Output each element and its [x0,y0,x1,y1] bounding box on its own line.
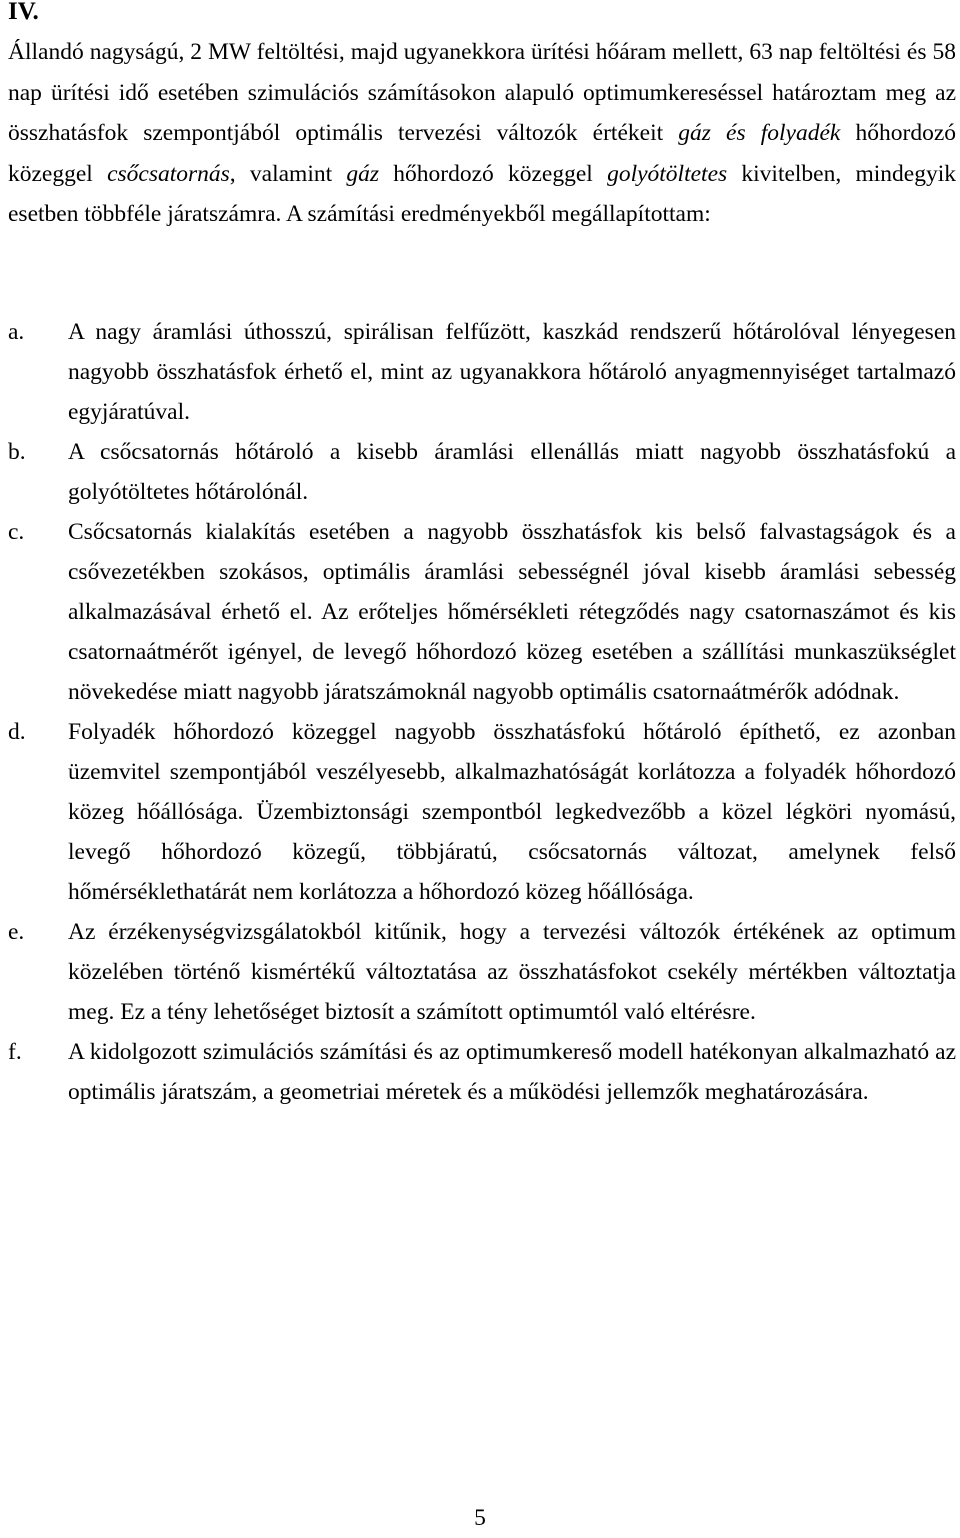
intro-paragraph [8,32,956,235]
list-item [8,712,956,912]
list-item-text: Folyadék hőhordozó közeggel nagyobb összhatásfokú hőtároló építhető, ez azonban üzemvitel szempontjából veszélyesebb, alkalmazhatóságát korlátozza a folyadék hőhordozó közeg hőállósága. Üzembiztonsági szempontból legkedvezőbb a közel légköri nyomású, levegő hőhordozó közegű, többjáratú, csőcsatornás változat, amelynek felső hőmérséklethatárát nem korlátozza a hőhordozó közeg hőállósága. [68,719,956,905]
list-item [8,512,956,712]
intro-emphasis: golyótöltetes [607,160,728,187]
list-marker: f. [8,1039,22,1065]
list-marker: c. [8,519,25,545]
intro-text: kivitelben, mindegyik esetben többféle járatszámra. A számítási eredményekből megállapítottam: [8,160,956,228]
intro-text: , valamint [229,160,347,187]
list-item [8,912,956,1032]
list-item [8,1032,956,1112]
intro-emphasis: gáz és folyadék [678,120,841,147]
intro-text: hőhordozó közeggel [8,120,956,187]
intro-emphasis: gáz [346,160,380,187]
list-item [8,312,956,432]
list-marker: d. [8,719,26,745]
list-item-text: Csőcsatornás kialakítás esetében a nagyobb összhatásfok kis belső falvastagságok és a csővezetékben szokásos, optimális áramlási sebességnél jóval kisebb áramlási sebesség alkalmazásával érhető el. Az erőteljes hőmérsékleti rétegződés nagy csatornaszámot és kis csatornaátmérőt igényel, de levegő hőhordozó közeg esetében a szállítási munkaszükséglet növekedése miatt nagyobb járatszámoknál nagyobb optimális csatornaátmérők adódnak. [68,519,956,705]
list-item-text: Az érzékenységvizsgálatokból kitűnik, hogy a tervezési változók értékének az optimum közelében történő kismértékű változtatása az összhatásfokot csekély mértékben változtatja meg. Ez a tény lehetőséget biztosít a számított optimumtól való eltérésre. [68,919,956,1025]
intro-text: Állandó nagyságú, 2 MW feltöltési, majd ugyanekkora ürítési hőáram mellett, 63 nap feltöltési és 58 nap ürítési idő esetében szimulációs számításokon alapuló optimumkereséssel határoztam meg az összhatásfok szempontjából optimális tervezési változók értékeit [8,39,956,147]
list-item [8,432,956,512]
list-item-text: A csőcsatornás hőtároló a kisebb áramlási ellenállás miatt nagyobb összhatásfokú a golyótöltetes hőtárolónál. [68,439,956,505]
findings-list [8,312,956,1112]
page-number: 5 [474,1505,486,1531]
list-marker: b. [8,439,26,465]
list-item-text: A nagy áramlási úthosszú, spirálisan felfűzött, kaszkád rendszerű hőtárolóval lényegesen nagyobb összhatásfok érhető el, mint az ugyanakkora hőtároló anyagmennyiséget tartalmazó egyjáratúval. [68,319,956,425]
list-marker: e. [8,919,25,945]
intro-emphasis: csőcsatornás [107,160,230,187]
section-heading: IV. [8,0,39,25]
list-marker: a. [8,319,25,345]
list-item-text: A kidolgozott szimulációs számítási és az optimumkereső modell hatékonyan alkalmazható az optimális járatszám, a geometriai méretek és a működési jellemzők meghatározására. [68,1039,956,1105]
intro-text: hőhordozó közeggel [379,160,608,187]
